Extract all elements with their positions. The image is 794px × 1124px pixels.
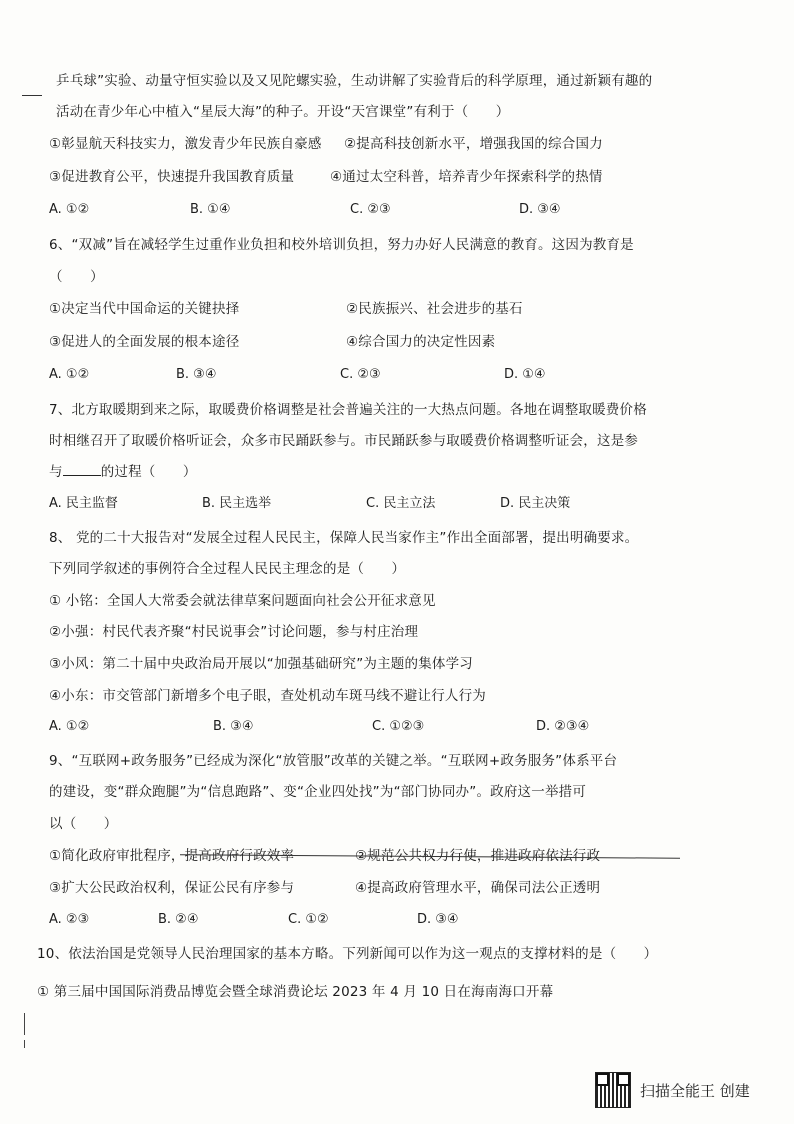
scan-artifact [24, 1040, 25, 1048]
q5-statement-1: ①彰显航天科技实力，激发青少年民族自豪感 [49, 136, 322, 152]
q6-option-b: B. ③④ [176, 367, 217, 382]
q7-stem-line2: 时相继召开了取暖价格听证会，众多市民踊跃参与。市民踊跃参与取暖费价格调整听证会，这是参 [49, 433, 639, 449]
q9-stem-line1: 9、“互联网+政务服务”已经成为深化“放管服”改革的关键之举。“互联网+政务服务”体系平台 [49, 753, 618, 769]
q7-stem-line3 [49, 463, 197, 481]
q9-statement-1: ①简化政府审批程序，提高政府行政效率 [49, 848, 295, 864]
q5-option-d: D. ③④ [519, 202, 561, 217]
q7-stem-line1: 7、北方取暖期到来之际，取暖费价格调整是社会普遍关注的一大热点问题。各地在调整取暖费价格 [49, 402, 647, 418]
q6-statement-3: ③促进人的全面发展的根本途径 [49, 334, 240, 350]
q5-option-c: C. ②③ [350, 202, 391, 217]
q6-stem-line2: （ ） [49, 269, 104, 285]
q9-statement-3: ③扩大公民政治权利，保证公民有序参与 [49, 880, 295, 896]
q8-option-b: B. ③④ [213, 719, 254, 734]
q6-statement-4: ④综合国力的决定性因素 [346, 334, 496, 350]
fill-in-blank [63, 463, 101, 476]
q5-stem-line2: 活动在青少年心中植入“星辰大海”的种子。开设“天宫课堂”有利于（ ） [56, 104, 510, 120]
q8-stem-line2: 下列同学叙述的事例符合全过程人民民主理念的是（ ） [49, 561, 406, 577]
q8-statement-3: ③小风：第二十届中央政治局开展以“加强基础研究”为主题的集体学习 [49, 656, 473, 672]
q8-statement-4: ④小东：市交管部门新增多个电子眼，查处机动车斑马线不避让行人行为 [49, 688, 487, 704]
q9-stem-line3: 以（ ） [49, 816, 118, 832]
q9-option-b: B. ②④ [158, 912, 199, 927]
q10-stem-line1: 10、依法治国是党领导人民治理国家的基本方略。下列新闻可以作为这一观点的支撑材料的是（ ） [37, 946, 658, 962]
q7-line3-suffix: 的过程（ ） [100, 464, 197, 480]
q9-option-c: C. ①② [288, 912, 329, 927]
q8-option-d: D. ②③④ [536, 719, 590, 734]
q6-option-c: C. ②③ [340, 367, 381, 382]
q8-stem-line1: 8、 党的二十大报告对“发展全过程人民民主，保障人民当家作主”作出全面部署，提出明确要求。 [49, 530, 639, 546]
q5-option-b: B. ①④ [190, 202, 231, 217]
q8-statement-1: ① 小铭：全国人大常委会就法律草案问题面向社会公开征求意见 [49, 593, 436, 609]
q6-statement-2: ②民族振兴、社会进步的基石 [346, 301, 523, 317]
q8-option-c: C. ①②③ [372, 719, 425, 734]
q5-option-a: A. ①② [49, 202, 90, 217]
q10-statement-1: ① 第三届中国国际消费品博览会暨全球消费论坛 2023 年 4 月 10 日在海南海口开幕 [37, 984, 554, 1000]
q5-statement-4: ④通过太空科普，培养青少年探索科学的热情 [330, 169, 603, 185]
q5-stem-line1: 乒乓球”实验、动量守恒实验以及又见陀螺实验，生动讲解了实验背后的科学原理，通过新颖有趣的 [56, 73, 653, 89]
q9-stem-line2: 的建设，变“群众跑腿”为“信息跑路”、变“企业四处找”为“部门协同办”。政府这一举措可 [49, 784, 587, 800]
scanner-watermark: 扫描全能王 创建 [640, 1082, 750, 1100]
q7-option-a: A. 民主监督 [49, 496, 118, 511]
scan-artifact [24, 1013, 25, 1035]
q6-statement-1: ①决定当代中国命运的关键抉择 [49, 301, 240, 317]
q9-statement-4: ④提高政府管理水平，确保司法公正透明 [355, 880, 601, 896]
q9-option-a: A. ②③ [49, 912, 90, 927]
q6-option-d: D. ①④ [504, 367, 546, 382]
q7-option-c: C. 民主立法 [366, 496, 436, 511]
qr-code-icon [596, 1073, 630, 1107]
q9-option-d: D. ③④ [417, 912, 459, 927]
q7-option-b: B. 民主选举 [202, 496, 272, 511]
q7-line3-prefix: 与 [49, 464, 63, 480]
q8-option-a: A. ①② [49, 719, 90, 734]
q6-option-a: A. ①② [49, 367, 90, 382]
q9-statement-2: ②规范公共权力行使，推进政府依法行政 [355, 848, 601, 864]
q8-statement-2: ②小强：村民代表齐聚“村民说事会”讨论问题，参与村庄治理 [49, 624, 419, 640]
q5-statement-3: ③促进教育公平，快速提升我国教育质量 [49, 169, 295, 185]
q6-stem-line1: 6、“双减”旨在减轻学生过重作业负担和校外培训负担，努力办好人民满意的教育。这因为教育是 [49, 237, 634, 253]
q7-option-d: D. 民主决策 [500, 496, 571, 511]
margin-mark [22, 95, 42, 96]
q5-statement-2: ②提高科技创新水平，增强我国的综合国力 [344, 136, 603, 152]
